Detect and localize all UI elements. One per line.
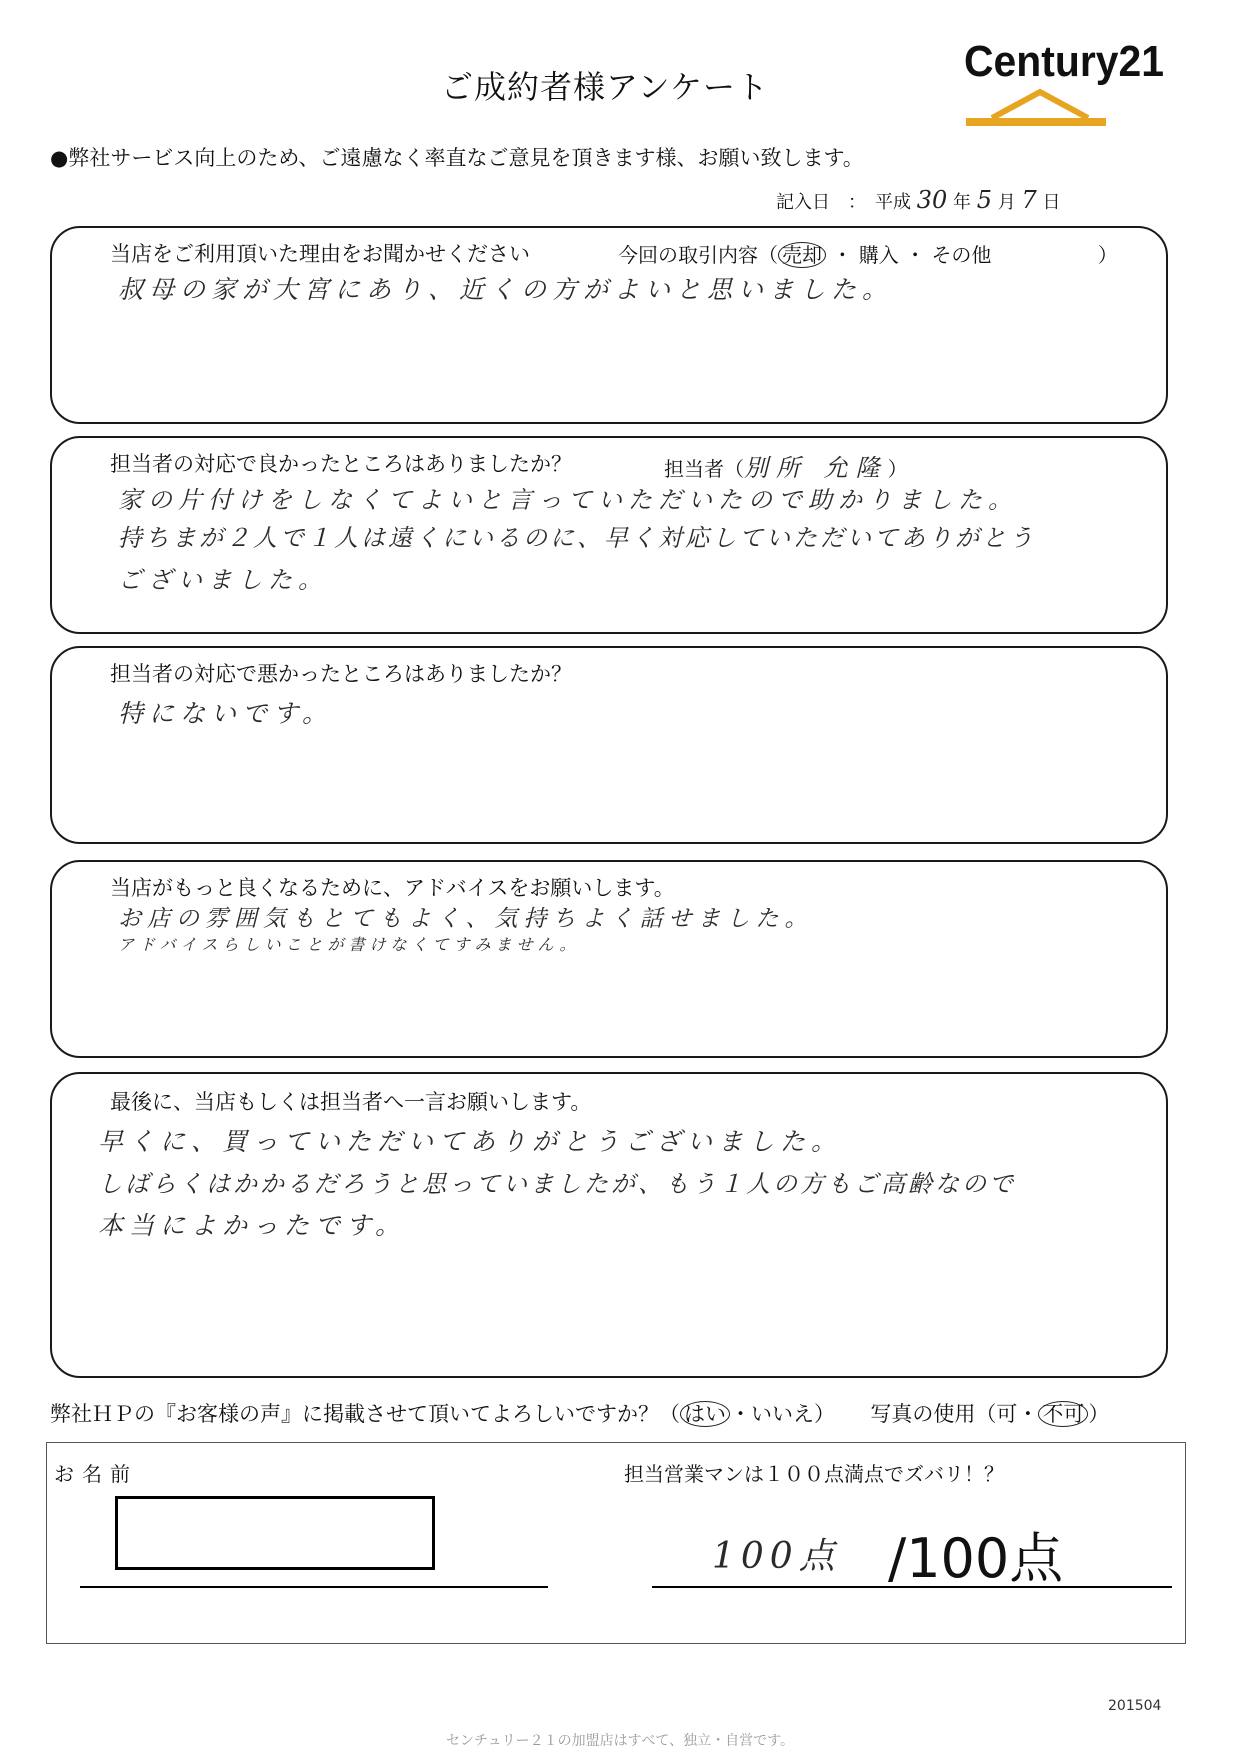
date-label: 記入日 ： 平成 <box>776 192 911 213</box>
publish-sep: ・ <box>730 1402 751 1426</box>
intro-text: ●弊社サービス向上のため、ご遠慮なく率直なご意見を頂きます様、お願い致します。 <box>50 146 864 170</box>
transaction-label: 今回の取引内容（ <box>618 243 778 267</box>
answer-advice-line-2: アドバイスらしいことが書けなくてすみません。 <box>118 935 581 954</box>
staff-close: ） <box>887 457 908 481</box>
question-reason: 当店をご利用頂いた理由をお聞かせください <box>110 242 530 266</box>
score-underline <box>652 1586 1172 1588</box>
staff-label: 担当者（ <box>664 457 744 481</box>
answer-advice-line-1: お店の雰囲気もとてもよく、気持ちよく話せました。 <box>118 906 814 932</box>
question-advice: 当店がもっと良くなるために、アドバイスをお願いします。 <box>110 876 675 900</box>
photo-yes: 可 <box>996 1402 1018 1426</box>
section-message <box>50 1072 1168 1378</box>
answer-message-line-3: 本当によかったです。 <box>98 1211 407 1240</box>
answer-good-line-2: 持ちまが２人で１人は遠くにいるのに、早く対応していただいてありがとう <box>118 524 1036 552</box>
score-question: 担当営業マンは１００点満点でズバリ！？ <box>624 1462 1004 1486</box>
option-other: その他 <box>931 243 992 267</box>
photo-close: ） <box>1088 1402 1110 1426</box>
score-handwritten: 100点 <box>712 1536 841 1577</box>
question-bad-points: 担当者の対応で悪かったところはありましたか？ <box>110 662 572 686</box>
transaction-type: 今回の取引内容（ 売却 ・ 購入 ・ その他 ） <box>618 243 1118 267</box>
section-good-points <box>50 436 1168 634</box>
publish-question-row: 弊社ＨＰの『お客様の声』に掲載させて頂いてよろしいですか？（ はい ・いいえ） 写真の使用（可・ 不可 ） <box>50 1402 1110 1426</box>
section-reason <box>50 226 1168 424</box>
score-printed: /100点 <box>888 1527 1064 1590</box>
publish-no: いいえ <box>751 1402 814 1426</box>
answer-good-line-1: 家の片付けをしなくてよいと言っていただいたので助かりました。 <box>118 486 1018 514</box>
date-year: 30 <box>916 186 948 214</box>
century21-logo <box>962 30 1178 136</box>
photo-no: 不可 <box>1038 1401 1088 1427</box>
name-underline <box>80 1586 548 1588</box>
option-sell: 売却 <box>778 242 826 268</box>
name-redaction-box <box>115 1496 435 1570</box>
logo-text: Century21 <box>964 37 1164 86</box>
form-code: 201504 <box>1108 1698 1162 1714</box>
photo-label: 写真の使用（ <box>870 1402 997 1426</box>
staff-name: 別所 允隆 <box>744 454 888 482</box>
answer-good-line-3: ございました。 <box>118 566 328 594</box>
answer-bad-line-1: 特にないです。 <box>118 699 334 728</box>
option-buy: 購入 <box>858 243 899 267</box>
page-title: ご成約者様アンケート <box>440 68 770 106</box>
section-bad-points <box>50 646 1168 844</box>
answer-message-line-1: 早くに、買っていただいてありがとうございました。 <box>98 1127 843 1156</box>
section-advice <box>50 860 1168 1058</box>
date-year-unit: 年 <box>953 192 972 213</box>
publish-yes: はい <box>680 1401 730 1427</box>
answer-message-line-2: しばらくはかかるだろうと思っていましたが、もう１人の方もご高齢なので <box>98 1170 1016 1198</box>
publish-close: ） <box>814 1402 835 1426</box>
name-label: お名前 <box>54 1462 138 1486</box>
transaction-close: ） <box>1097 243 1118 267</box>
footer-note: センチュリー２１の加盟店はすべて、独立・自営です。 <box>446 1733 794 1749</box>
date-month-unit: 月 <box>997 192 1016 213</box>
staff-field <box>664 448 908 483</box>
date-row <box>776 186 1061 214</box>
question-message: 最後に、当店もしくは担当者へ一言お願いします。 <box>110 1090 592 1114</box>
question-good-points: 担当者の対応で良かったところはありましたか？ <box>110 452 572 476</box>
publish-question: 弊社ＨＰの『お客様の声』に掲載させて頂いてよろしいですか？（ <box>50 1402 680 1426</box>
answer-reason-line-1: 叔母の家が大宮にあり、近くの方がよいと思いました。 <box>118 275 894 304</box>
date-day: 7 <box>1021 186 1037 214</box>
date-month: 5 <box>976 186 993 214</box>
logo-roof <box>992 92 1088 118</box>
date-day-unit: 日 <box>1042 192 1061 213</box>
